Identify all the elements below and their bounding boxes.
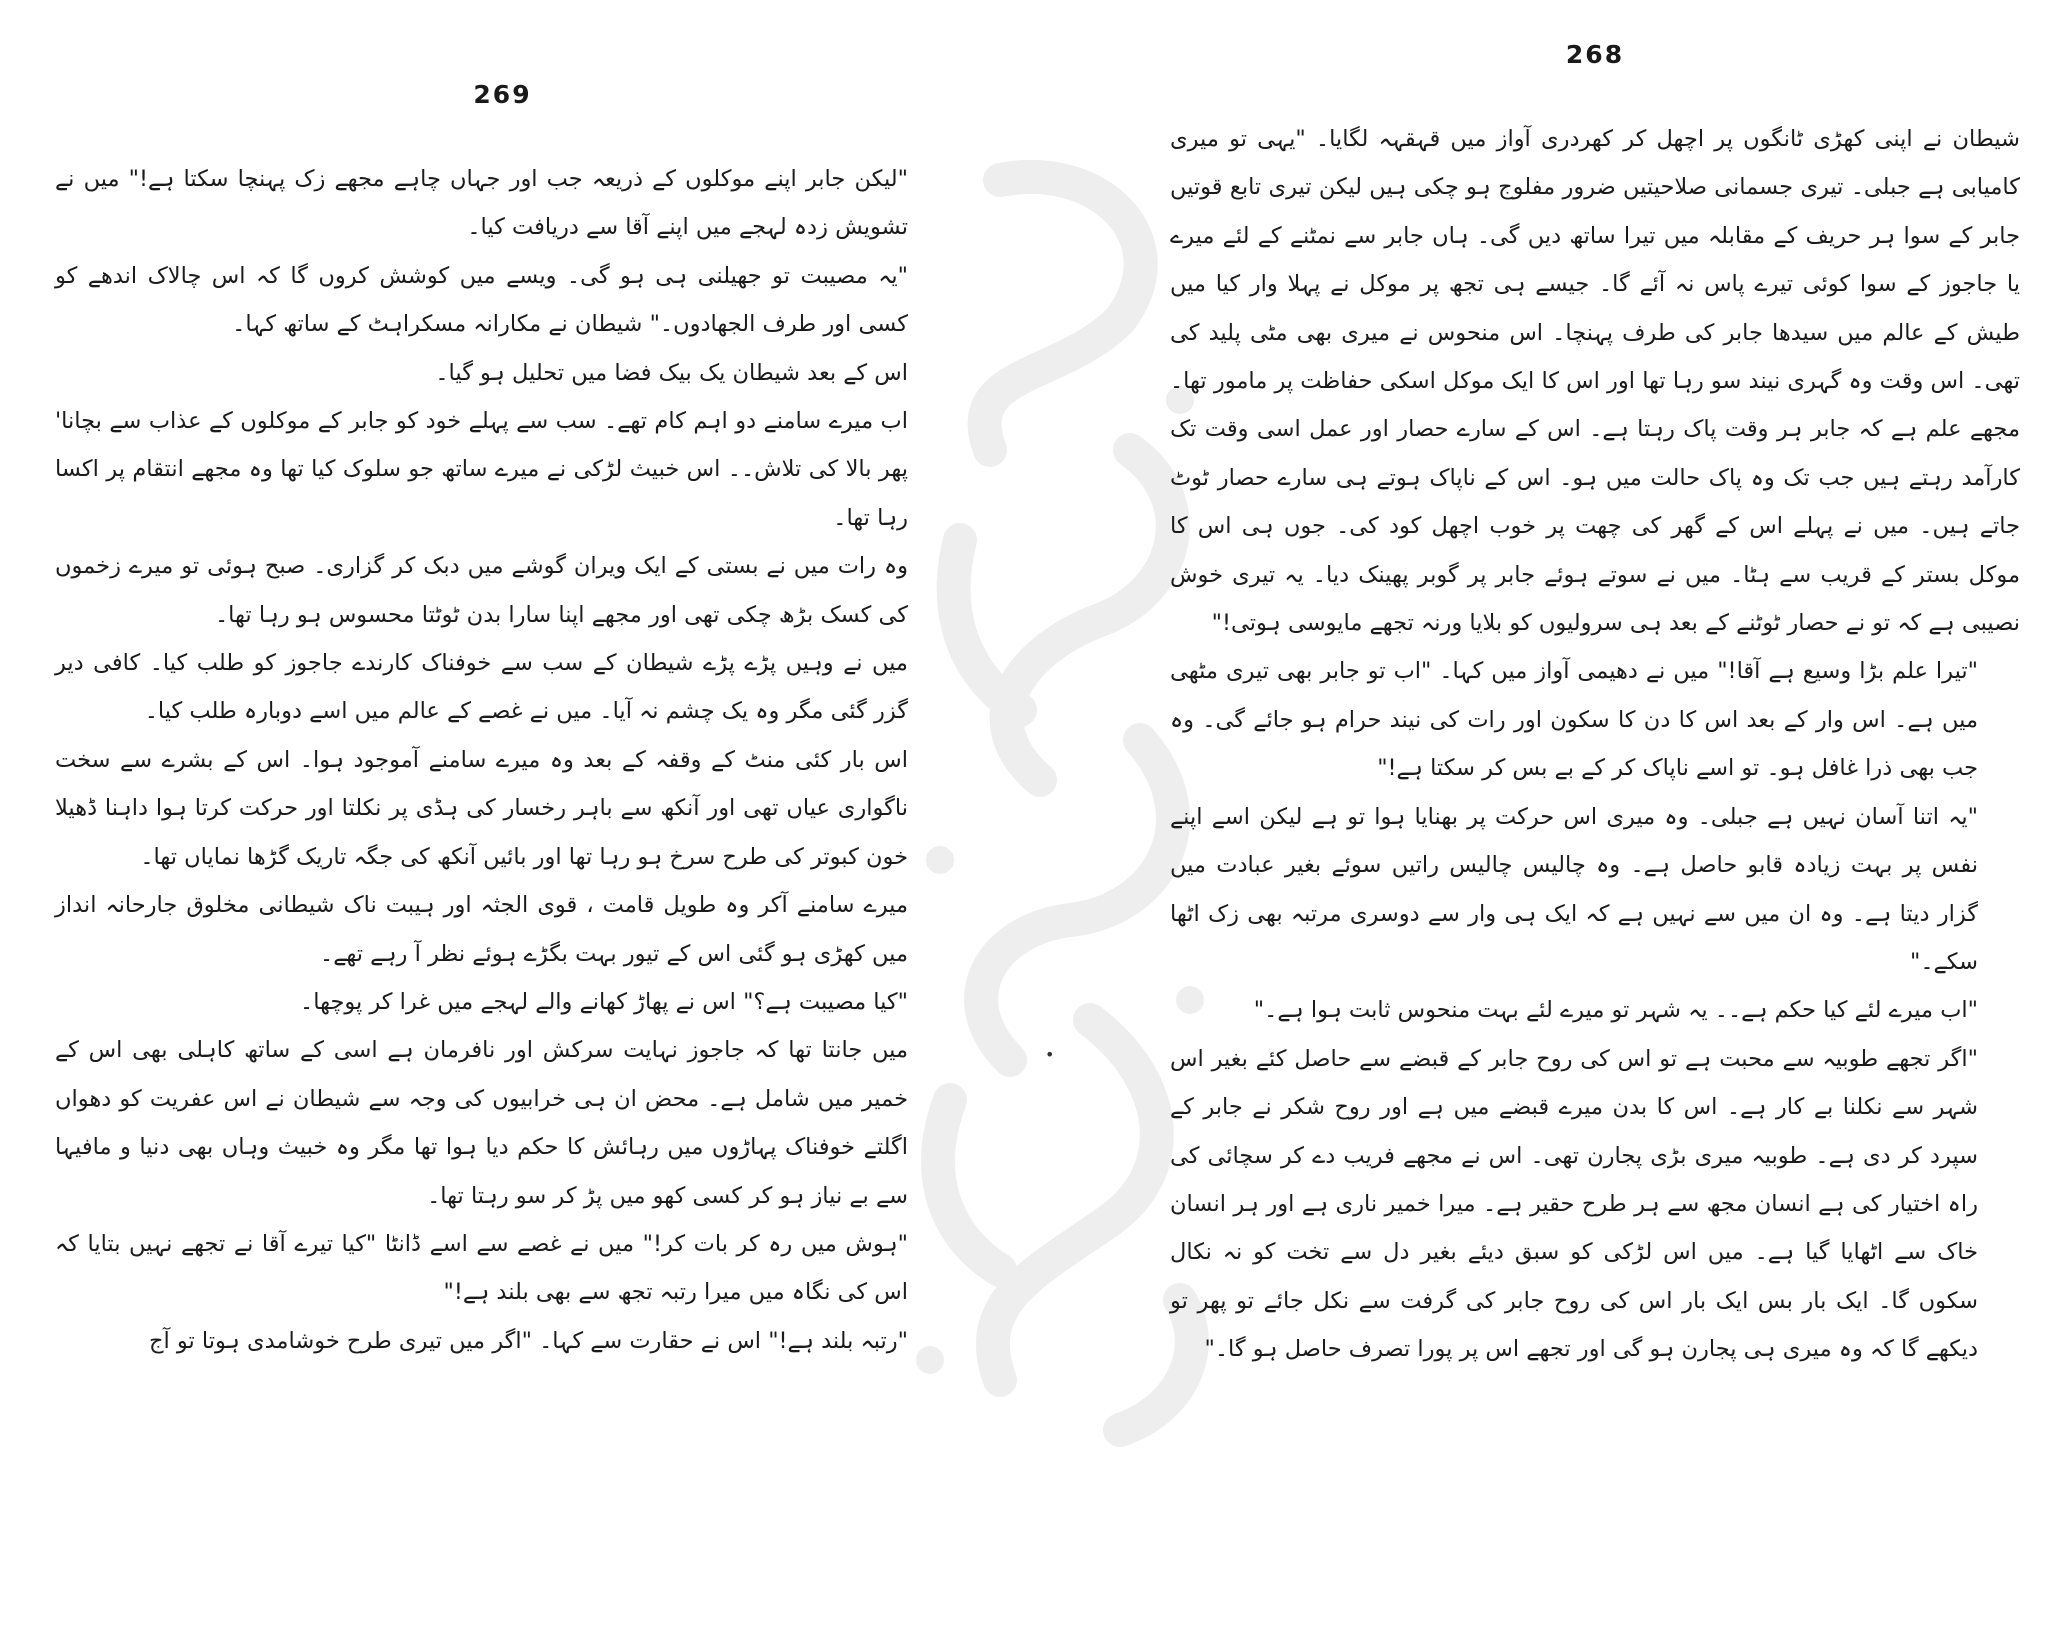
paragraph: میں نے وہیں پڑے پڑے شیطان کے سب سے خوفناک کارندے جاجوز کو طلب کیا۔ کافی دیر گزر گئی مگر وہ یک چشم نہ آیا۔ میں نے غصے کے عالم میں اسے دوبارہ طلب کیا۔: [55, 650, 908, 725]
left-page-text: [55, 155, 950, 1365]
paragraph: "اگر تجھے طوبیہ سے محبت ہے تو اس کی روح جابر کے قبضے سے حاصل کئے بغیر اس شہر سے نکلنا بے کار ہے۔ اس کا بدن میرے قبضے میں ہے اور روح شکر نے جابر کے سپرد کر دی ہے۔ طوبیہ میری بڑی پجارن تھی۔ اس نے مجھے فریب دے کر سچائی کی راہ اختیار کی ہے انسان مجھ سے ہر طرح حقیر ہے۔ میرا خمیر ناری ہے اور ہر انسان خاک سے اٹھایا گیا ہے۔ میں اس لڑکی کو سبق دیئے بغیر دل سے تخت کو نہ نکال سکوں گا۔ ایک بار بس ایک بار اس کی روح جابر کی گرفت سے نکل جائے تو پھر تو دیکھے گا کہ وہ میری ہی پجارن ہو گی اور تجھے اس پر پورا تصرف حاصل ہو گا۔": [1170, 1045, 1978, 1363]
right-page-text: [1170, 115, 2020, 1374]
paragraph: میں جانتا تھا کہ جاجوز نہایت سرکش اور نافرمان ہے اسی کے ساتھ کاہلی بھی اس کے خمیر میں شامل ہے۔ محض ان ہی خرابیوں کی وجہ سے شیطان نے اس عفریت کو دھواں اگلتے خوفناک پہاڑوں میں رہائش کا حکم دیا ہوا تھا مگر وہ خبیث وہاں بھی دنیا و مافیہا سے بے نیاز ہو کر کسی کھو میں پڑ کر سو رہتا تھا۔: [55, 1037, 908, 1209]
margin-mark: •: [1045, 1045, 1055, 1064]
paragraph: "لیکن جابر اپنے موکلوں کے ذریعہ جب اور جہاں چاہے مجھے زک پہنچا سکتا ہے!" میں نے تشویش زدہ لہجے میں اپنے آقا سے دریافت کیا۔: [55, 166, 908, 241]
paragraph: میرے سامنے آکر وہ طویل قامت ، قوی الجثہ اور ہیبت ناک شیطانی مخلوق جارحانہ انداز میں کھڑی ہو گئی اس کے تیور بہت بگڑے ہوئے نظر آ رہے تھے۔: [55, 892, 908, 967]
paragraph: "اب میرے لئے کیا حکم ہے۔۔ یہ شہر تو میرے لئے بہت منحوس ثابت ہوا ہے۔": [1253, 997, 1978, 1024]
paragraph: شیطان نے اپنی کھڑی ٹانگوں پر اچھل کر کھردری آواز میں قہقہہ لگایا۔ "یہی تو میری کامیابی ہے جبلی۔ تیری جسمانی صلاحیتیں ضرور مفلوج ہو چکی ہیں لیکن تیری تابع قوتیں جابر کے سوا ہر حریف کے مقابلہ میں تیرا ساتھ دیں گی۔ ہاں جابر سے نمٹنے کے لئے میرے یا جاجوز کے سوا کوئی تیرے پاس نہ آئے گا۔ جیسے ہی تجھ پر موکل نے پہلا وار کیا میں طیش کے عالم میں سیدھا جابر کی طرف پہنچا۔ اس منحوس نے میری بھی مٹی پلید کی تھی۔ اس وقت وہ گہری نیند سو رہا تھا اور اس کا ایک موکل اسکی حفاظت پر مامور تھا۔ مجھے علم ہے کہ جابر ہر وقت پاک رہتا ہے۔ اس کے سارے حصار اور عمل اسی وقت تک کارآمد رہتے ہیں جب تک وہ پاک حالت میں ہو۔ اس کے ناپاک ہوتے ہی سارے حصار ٹوٹ جاتے ہیں۔ میں نے پہلے اس کے گھر کی چھت پر خوب اچھل کود کی۔ جوں ہی اس کا موکل بستر کے قریب سے ہٹا۔ میں نے سوتے ہوئے جابر پر گوبر پھینک دیا۔ یہ تیری خوش نصیبی ہے کہ تو نے حصار ٹوٹنے کے بعد ہی سرولیوں کو بلایا ورنہ تجھے مایوسی ہوتی!": [1170, 126, 2020, 637]
left-page: [55, 0, 950, 1635]
paragraph: اب میرے سامنے دو اہم کام تھے۔ سب سے پہلے خود کو جابر کے موکلوں کے عذاب سے بچانا' پھر بالا کی تلاش۔۔ اس خبیث لڑکی نے میرے ساتھ جو سلوک کیا تھا وہ مجھے انتقام پر اکسا رہا تھا۔: [55, 408, 908, 531]
right-page: [1170, 0, 2020, 1635]
paragraph: اس کے بعد شیطان یک بیک فضا میں تحلیل ہو گیا۔: [435, 359, 908, 386]
paragraph: "تیرا علم بڑا وسیع ہے آقا!" میں نے دھیمی آواز میں کہا۔ "اب تو جابر بھی تیری مٹھی میں ہے۔ اس وار کے بعد اس کا دن کا سکون اور رات کی نیند حرام ہو جائے گی۔ وہ جب بھی ذرا غافل ہو۔ تو اسے ناپاک کر کے بے بس کر سکتا ہے!": [1170, 658, 1978, 782]
page-number-left: 269: [473, 80, 532, 109]
paragraph: "رتبہ بلند ہے!" اس نے حقارت سے کہا۔ "اگر میں تیری طرح خوشامدی ہوتا تو آج: [148, 1327, 908, 1354]
paragraph: "یہ مصیبت تو جھیلنی ہی ہو گی۔ ویسے میں کوشش کروں گا کہ اس چالاک اندھے کو کسی اور طرف الجھادوں۔" شیطان نے مکارانہ مسکراہٹ کے ساتھ کہا۔: [55, 262, 908, 338]
paragraph: "یہ اتنا آسان نہیں ہے جبلی۔ وہ میری اس حرکت پر بھنایا ہوا تو ہے لیکن اسے اپنے نفس پر بہت زیادہ قابو حاصل ہے۔ وہ چالیس چالیس راتیں سوئے بغیر عبادت میں گزار دیتا ہے۔ وہ ان میں سے نہیں ہے کہ ایک ہی وار سے دوسری مرتبہ بھی زک اٹھا سکے۔": [1170, 803, 1978, 975]
page-number-right: 268: [1565, 40, 1625, 69]
paragraph: "ہوش میں رہ کر بات کر!" میں نے غصے سے اسے ڈانٹا "کیا تیرے آقا نے تجھے نہیں بتایا کہ اس کی نگاہ میں میرا رتبہ تجھ سے بھی بلند ہے!": [55, 1230, 908, 1306]
paragraph: "کیا مصیبت ہے؟" اس نے پھاڑ کھانے والے لہجے میں غرا کر پوچھا۔: [300, 988, 908, 1015]
paragraph: وہ رات میں نے بستی کے ایک ویران گوشے میں دبک کر گزاری۔ صبح ہوئی تو میرے زخموں کی کسک بڑھ چکی تھی اور مجھے اپنا سارا بدن ٹوٹتا محسوس ہو رہا تھا۔: [55, 553, 908, 628]
paragraph: اس بار کئی منٹ کے وقفہ کے بعد وہ میرے سامنے آموجود ہوا۔ اس کے بشرے سے سخت ناگواری عیاں تھی اور آنکھ سے باہر رخسار کی ہڈی پر نکلتا اور حرکت کرتا ہوا داہنا ڈھیلا خون کبوتر کی طرح سرخ ہو رہا تھا اور بائیں آنکھ کی جگہ تاریک گڑھا نمایاں تھا۔: [55, 746, 908, 870]
